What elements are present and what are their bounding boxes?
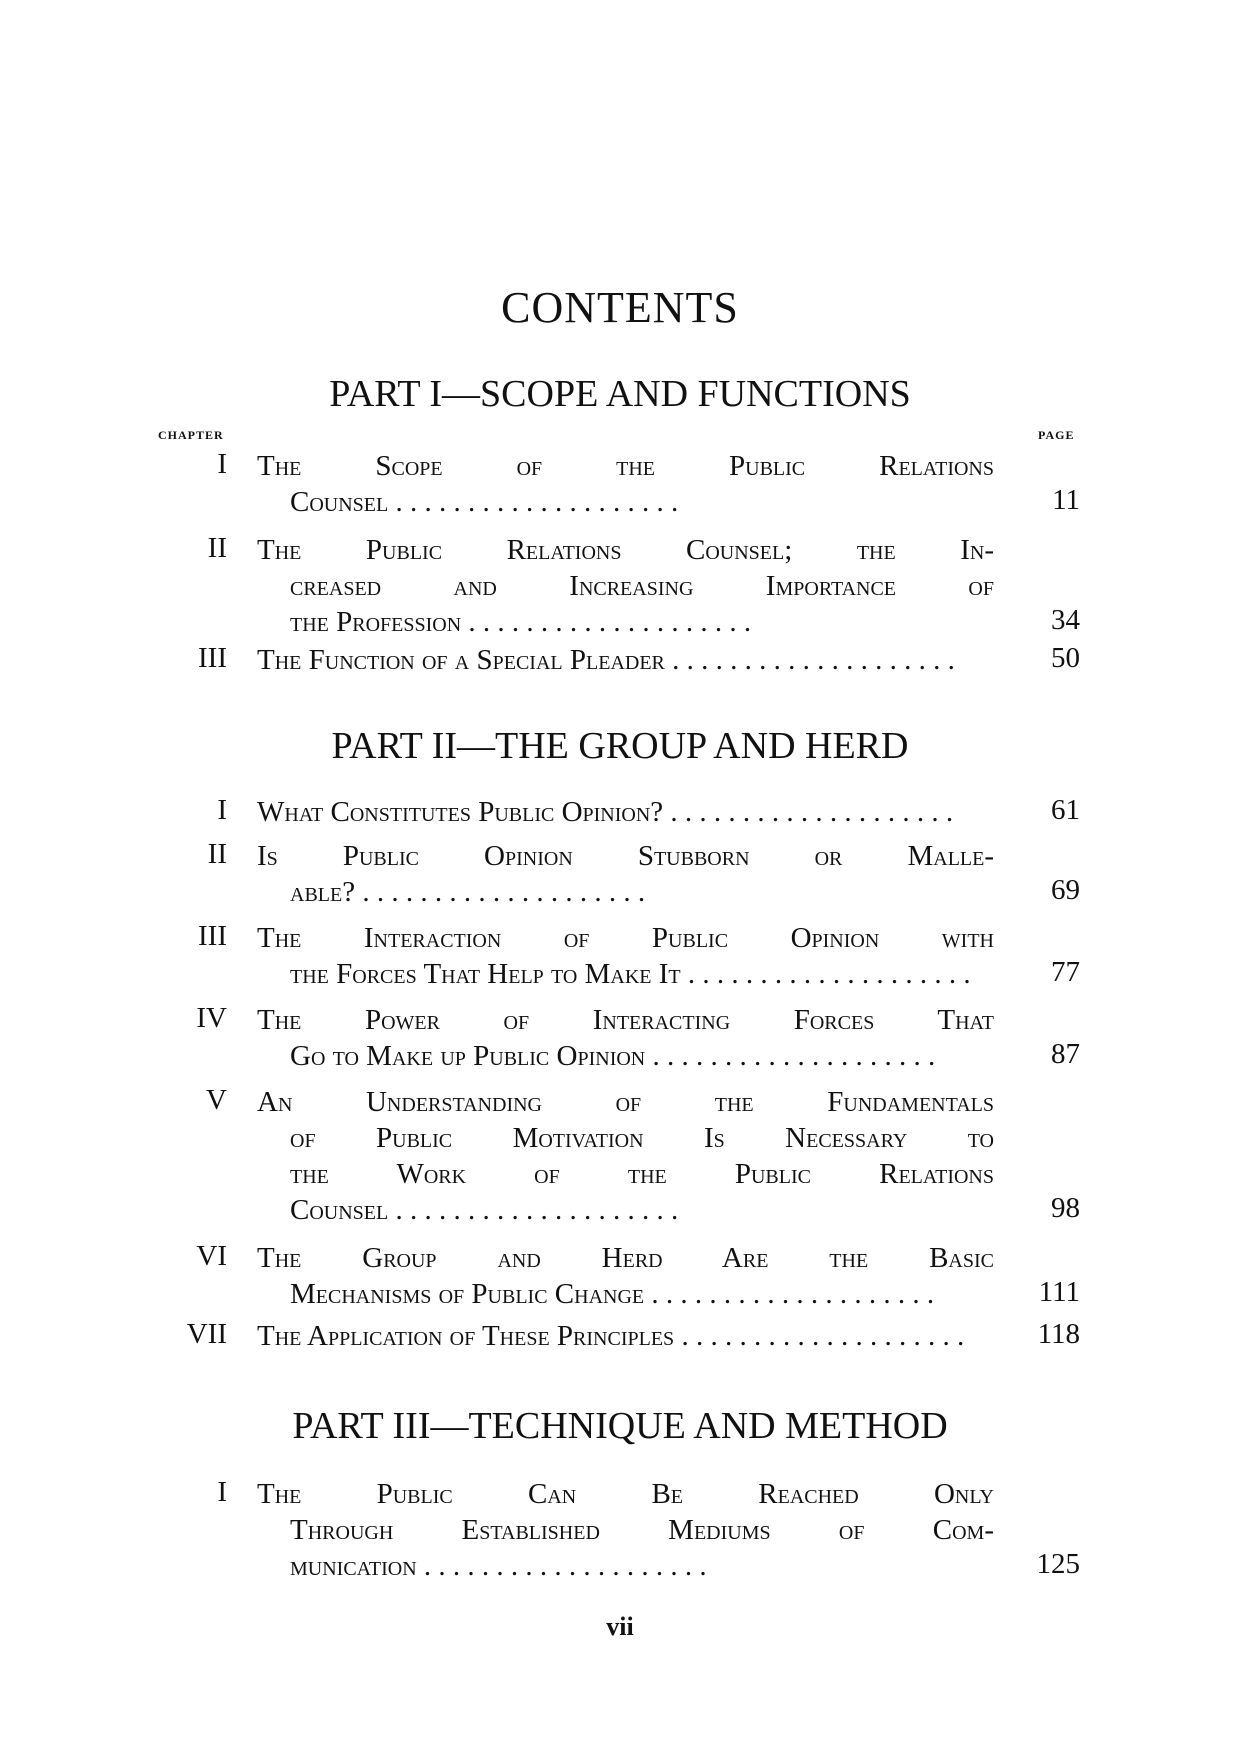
page-number: 87 xyxy=(1051,1038,1080,1070)
leader-dots: . . . . . . . . . . . . . . . . . . . . xyxy=(680,958,971,990)
chapter-number: III xyxy=(198,642,227,674)
chapter-number: I xyxy=(217,794,227,826)
leader-dots: . . . . . . . . . . . . . . . . . . . . xyxy=(355,876,646,908)
page-number: 98 xyxy=(1051,1192,1080,1224)
chapter-title-line: of Public Motivation Is Necessary to xyxy=(290,1122,994,1154)
chapter-number: V xyxy=(206,1084,227,1116)
leader-dots: . . . . . . . . . . . . . . . . . . . . xyxy=(664,644,955,676)
chapter-title-line: the Forces That Help to Make It . . . . . . . . . . . . . . . . . . . . xyxy=(290,958,971,990)
chapter-title-line: able? . . . . . . . . . . . . . . . . . . . . xyxy=(290,876,646,908)
chapter-title-line: Go to Make up Public Opinion . . . . . . . . . . . . . . . . . . . . xyxy=(290,1040,936,1072)
chapter-title-line: An Understanding of the Fundamentals xyxy=(257,1086,994,1118)
chapter-title-line: What Constitutes Public Opinion? . . . . . . . . . . . . . . . . . . . . xyxy=(257,796,954,828)
chapter-number: VI xyxy=(196,1240,227,1272)
chapter-number: VII xyxy=(186,1318,227,1350)
page-title: CONTENTS xyxy=(501,283,739,332)
chapter-title-line: The Function of a Special Pleader . . . . . . . . . . . . . . . . . . . . xyxy=(257,644,955,676)
chapter-column-label: CHAPTER xyxy=(158,428,224,442)
part-title-1: PART I—SCOPE AND FUNCTIONS xyxy=(329,373,911,415)
page-number: 50 xyxy=(1051,642,1080,674)
chapter-title-line: The Group and Herd Are the Basic xyxy=(257,1242,994,1274)
chapter-title-line: The Interaction of Public Opinion with xyxy=(257,922,994,954)
chapter-number: IV xyxy=(196,1002,227,1034)
leader-dots: . . . . . . . . . . . . . . . . . . . . xyxy=(388,1194,679,1226)
part-title-3: PART III—TECHNIQUE AND METHOD xyxy=(292,1405,948,1447)
page-number: 69 xyxy=(1051,874,1080,906)
chapter-title-line: Mechanisms of Public Change . . . . . . . . . . . . . . . . . . . . xyxy=(290,1278,935,1310)
leader-dots: . . . . . . . . . . . . . . . . . . . . xyxy=(388,486,679,518)
page-number: 61 xyxy=(1051,794,1080,826)
chapter-number: III xyxy=(198,920,227,952)
chapter-title-line: munication . . . . . . . . . . . . . . . . . . . . xyxy=(290,1550,707,1582)
leader-dots: . . . . . . . . . . . . . . . . . . . . xyxy=(663,796,954,828)
page-number: 125 xyxy=(1036,1548,1080,1580)
part-title-2: PART II—THE GROUP AND HERD xyxy=(331,725,909,767)
chapter-title-line: The Scope of the Public Relations xyxy=(257,450,994,482)
chapter-title-line: the Work of the Public Relations xyxy=(290,1158,994,1190)
leader-dots: . . . . . . . . . . . . . . . . . . . . xyxy=(645,1040,936,1072)
leader-dots: . . . . . . . . . . . . . . . . . . . . xyxy=(644,1278,935,1310)
chapter-title-line: The Public Can Be Reached Only xyxy=(257,1478,994,1510)
chapter-title-line: Through Established Mediums of Com- xyxy=(290,1514,994,1546)
leader-dots: . . . . . . . . . . . . . . . . . . . . xyxy=(674,1320,965,1352)
chapter-title-line: the Profession . . . . . . . . . . . . . . . . . . . . xyxy=(290,606,752,638)
chapter-number: II xyxy=(207,532,227,564)
page-number: 77 xyxy=(1051,956,1080,988)
chapter-title-line: The Power of Interacting Forces That xyxy=(257,1004,994,1036)
chapter-title-line: creased and Increasing Importance of xyxy=(290,570,994,602)
chapter-title-line: The Public Relations Counsel; the In- xyxy=(257,534,994,566)
chapter-number: II xyxy=(207,838,227,870)
page-column-label: PAGE xyxy=(1038,428,1075,442)
page-number: 118 xyxy=(1037,1318,1080,1350)
page-number: 11 xyxy=(1052,484,1080,516)
chapter-number: I xyxy=(217,1476,227,1508)
chapter-title-line: Is Public Opinion Stubborn or Malle- xyxy=(257,840,994,872)
chapter-title-line: Counsel . . . . . . . . . . . . . . . . . . . . xyxy=(290,486,679,518)
page-folio: vii xyxy=(606,1612,634,1641)
chapter-number: I xyxy=(217,448,227,480)
page-number: 34 xyxy=(1051,604,1080,636)
chapter-title-line: Counsel . . . . . . . . . . . . . . . . . . . . xyxy=(290,1194,679,1226)
page-number: 111 xyxy=(1038,1276,1080,1308)
leader-dots: . . . . . . . . . . . . . . . . . . . . xyxy=(461,606,752,638)
chapter-title-line: The Application of These Principles . . . . . . . . . . . . . . . . . . . . xyxy=(257,1320,965,1352)
leader-dots: . . . . . . . . . . . . . . . . . . . . xyxy=(416,1550,707,1582)
